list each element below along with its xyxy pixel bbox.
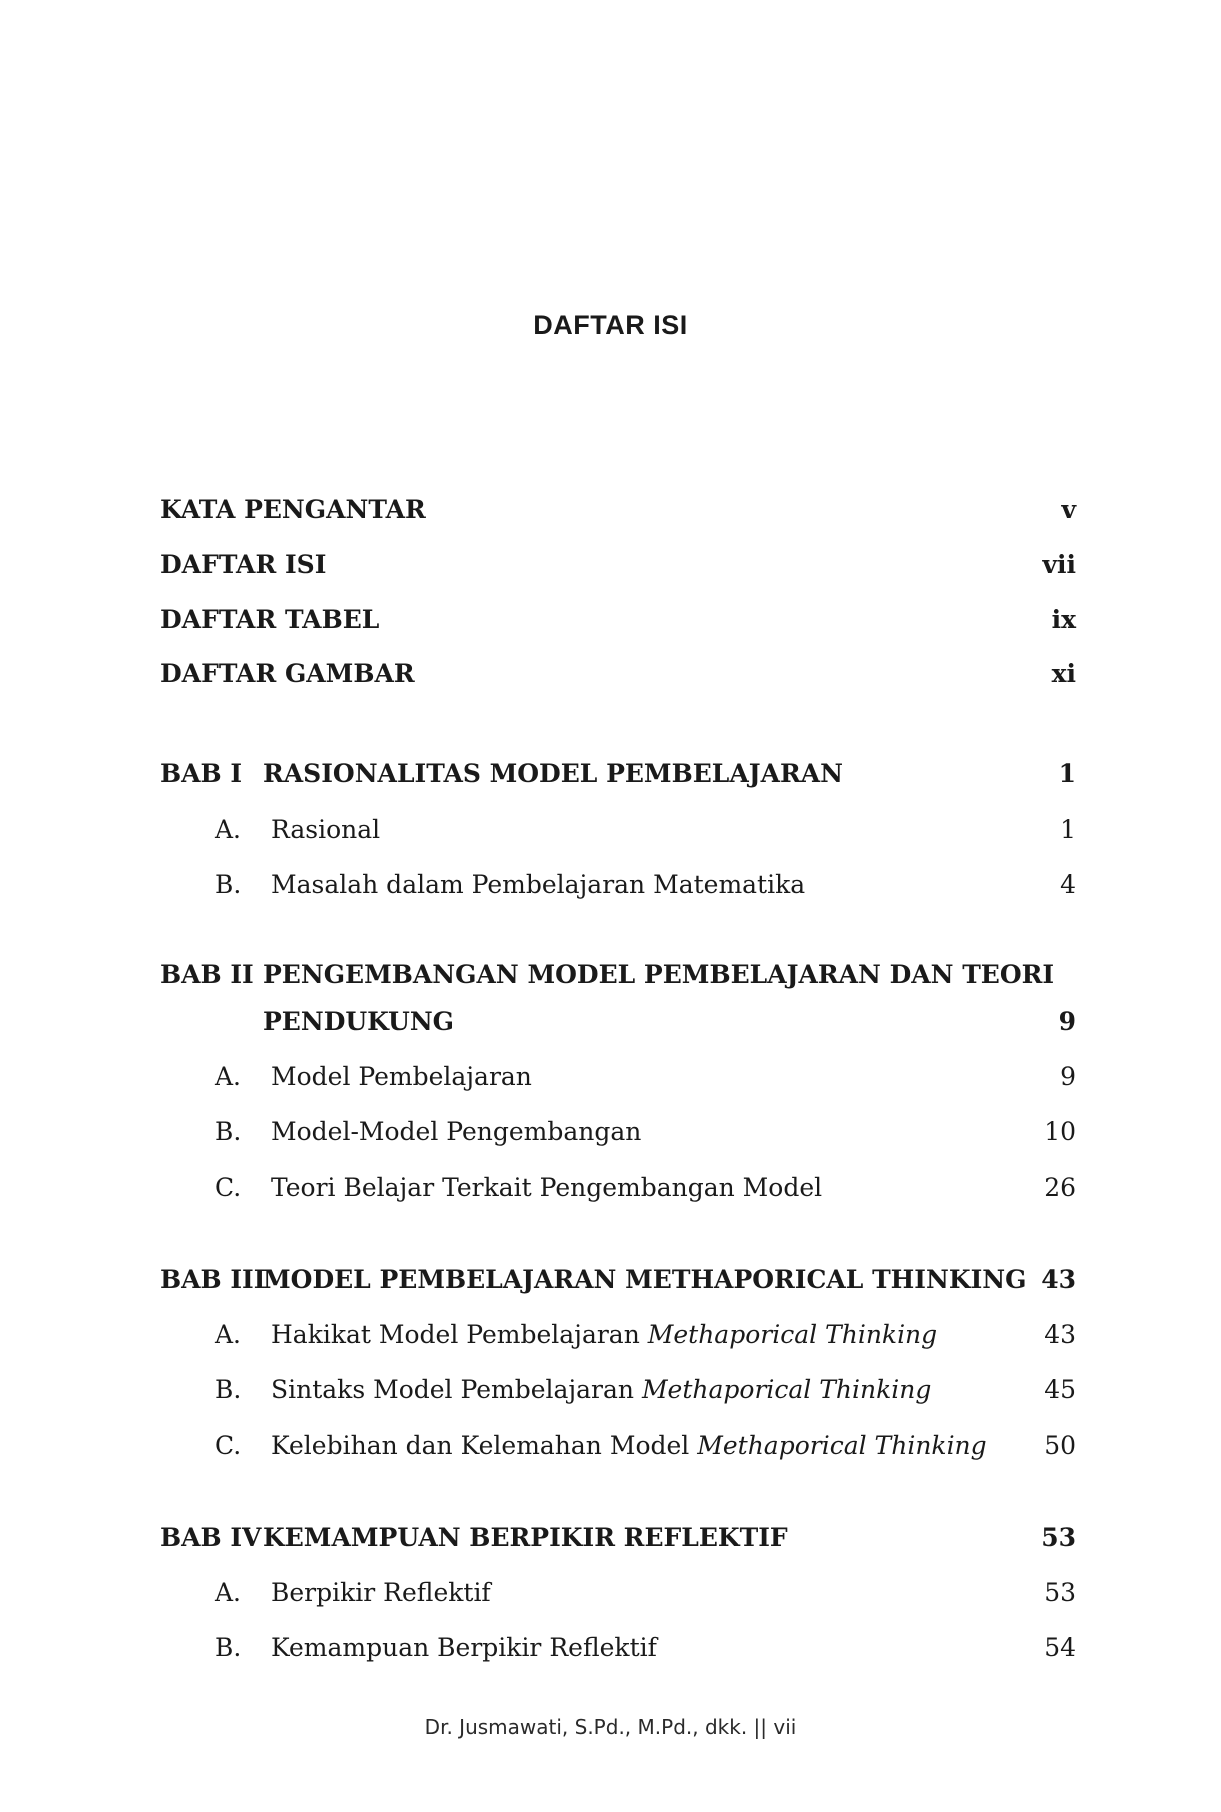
section-page: 26: [1044, 1173, 1076, 1202]
chapter-page: 43: [1041, 1265, 1076, 1294]
section-title: [271, 1426, 987, 1466]
toc-entry-daftar-gambar[interactable]: [160, 654, 1076, 694]
section-title: Teori Belajar Terkait Pengembangan Model: [271, 1173, 823, 1202]
section-title-text: Kelebihan dan Kelemahan Model: [271, 1431, 698, 1460]
toc-section[interactable]: [160, 1573, 1076, 1613]
section-title-italic: Methaporical Thinking: [647, 1320, 938, 1349]
toc-section[interactable]: [160, 1315, 1076, 1355]
section-title-italic: Methaporical Thinking: [641, 1375, 932, 1404]
toc-entry-page: v: [1061, 495, 1076, 524]
toc-section[interactable]: [160, 810, 1076, 850]
chapter-title-line-2: PENDUKUNG: [263, 1007, 455, 1036]
toc-chapter-bab-2[interactable]: [160, 955, 1076, 995]
toc-section[interactable]: [160, 1112, 1076, 1152]
section-letter: C.: [215, 1173, 242, 1202]
section-letter: A.: [215, 1578, 242, 1607]
chapter-title: MODEL PEMBELAJARAN METHAPORICAL THINKING: [263, 1265, 1027, 1294]
chapter-page: 53: [1041, 1523, 1076, 1552]
section-title: Rasional: [271, 815, 381, 844]
toc-section[interactable]: [160, 1426, 1076, 1466]
chapter-number: BAB I: [160, 759, 243, 788]
toc-entry-label: DAFTAR GAMBAR: [160, 659, 415, 688]
section-title-italic: Methaporical Thinking: [697, 1431, 987, 1460]
section-letter: B.: [215, 1633, 242, 1662]
section-letter: B.: [215, 1117, 242, 1146]
page-footer: Dr. Jusmawati, S.Pd., M.Pd., dkk. || vii: [424, 1715, 797, 1739]
toc-chapter-bab-2-continued[interactable]: [160, 1002, 1076, 1042]
section-letter: A.: [215, 1062, 242, 1091]
section-page: 45: [1044, 1375, 1076, 1404]
section-title: [271, 1315, 937, 1355]
chapter-title: KEMAMPUAN BERPIKIR REFLEKTIF: [263, 1523, 788, 1552]
toc-section[interactable]: [160, 1057, 1076, 1097]
chapter-title: RASIONALITAS MODEL PEMBELAJARAN: [263, 759, 844, 788]
section-title: Masalah dalam Pembelajaran Matematika: [271, 870, 806, 899]
section-page: 10: [1044, 1117, 1076, 1146]
section-letter: B.: [215, 870, 242, 899]
section-title-text: Hakikat Model Pembelajaran: [271, 1320, 648, 1349]
section-title: Berpikir Reflektif: [271, 1578, 491, 1607]
toc-section[interactable]: [160, 1628, 1076, 1668]
section-page: 54: [1044, 1633, 1076, 1662]
chapter-number: BAB IV: [160, 1523, 262, 1552]
toc-chapter-bab-4[interactable]: [160, 1518, 1076, 1558]
section-letter: A.: [215, 1320, 242, 1349]
toc-entry-kata-pengantar[interactable]: [160, 490, 1076, 530]
section-title: [271, 1370, 931, 1410]
page-title: DAFTAR ISI: [533, 310, 688, 340]
chapter-number: BAB II: [160, 960, 254, 989]
section-page: 4: [1060, 870, 1076, 899]
toc-entry-page: ix: [1051, 605, 1076, 634]
toc-section[interactable]: [160, 1168, 1076, 1208]
section-page: 53: [1044, 1578, 1076, 1607]
toc-entry-label: DAFTAR ISI: [160, 550, 327, 579]
toc-entry-label: DAFTAR TABEL: [160, 605, 380, 634]
section-letter: A.: [215, 815, 242, 844]
toc-section[interactable]: [160, 865, 1076, 905]
section-page: 1: [1060, 815, 1076, 844]
toc-entry-daftar-isi[interactable]: [160, 545, 1076, 585]
toc-entry-daftar-tabel[interactable]: [160, 600, 1076, 640]
section-title-text: Sintaks Model Pembelajaran: [271, 1375, 642, 1404]
section-page: 43: [1044, 1320, 1076, 1349]
section-page: 50: [1044, 1431, 1076, 1460]
chapter-number: BAB III: [160, 1265, 266, 1294]
toc-entry-label: KATA PENGANTAR: [160, 495, 426, 524]
chapter-page: 9: [1058, 1007, 1076, 1036]
toc-entry-page: xi: [1051, 659, 1076, 688]
toc-chapter-bab-3[interactable]: [160, 1260, 1076, 1300]
section-title: Model Pembelajaran: [271, 1062, 532, 1091]
chapter-page: 1: [1058, 759, 1076, 788]
section-letter: B.: [215, 1375, 242, 1404]
section-letter: C.: [215, 1431, 242, 1460]
section-title: Kemampuan Berpikir Reflektif: [271, 1633, 657, 1662]
toc-chapter-bab-1[interactable]: [160, 754, 1076, 794]
toc-section[interactable]: [160, 1370, 1076, 1410]
chapter-title-line-1: PENGEMBANGAN MODEL PEMBELAJARAN DAN TEORI: [263, 960, 1055, 989]
section-page: 9: [1060, 1062, 1076, 1091]
toc-entry-page: vii: [1042, 550, 1076, 579]
section-title: Model-Model Pengembangan: [271, 1117, 642, 1146]
